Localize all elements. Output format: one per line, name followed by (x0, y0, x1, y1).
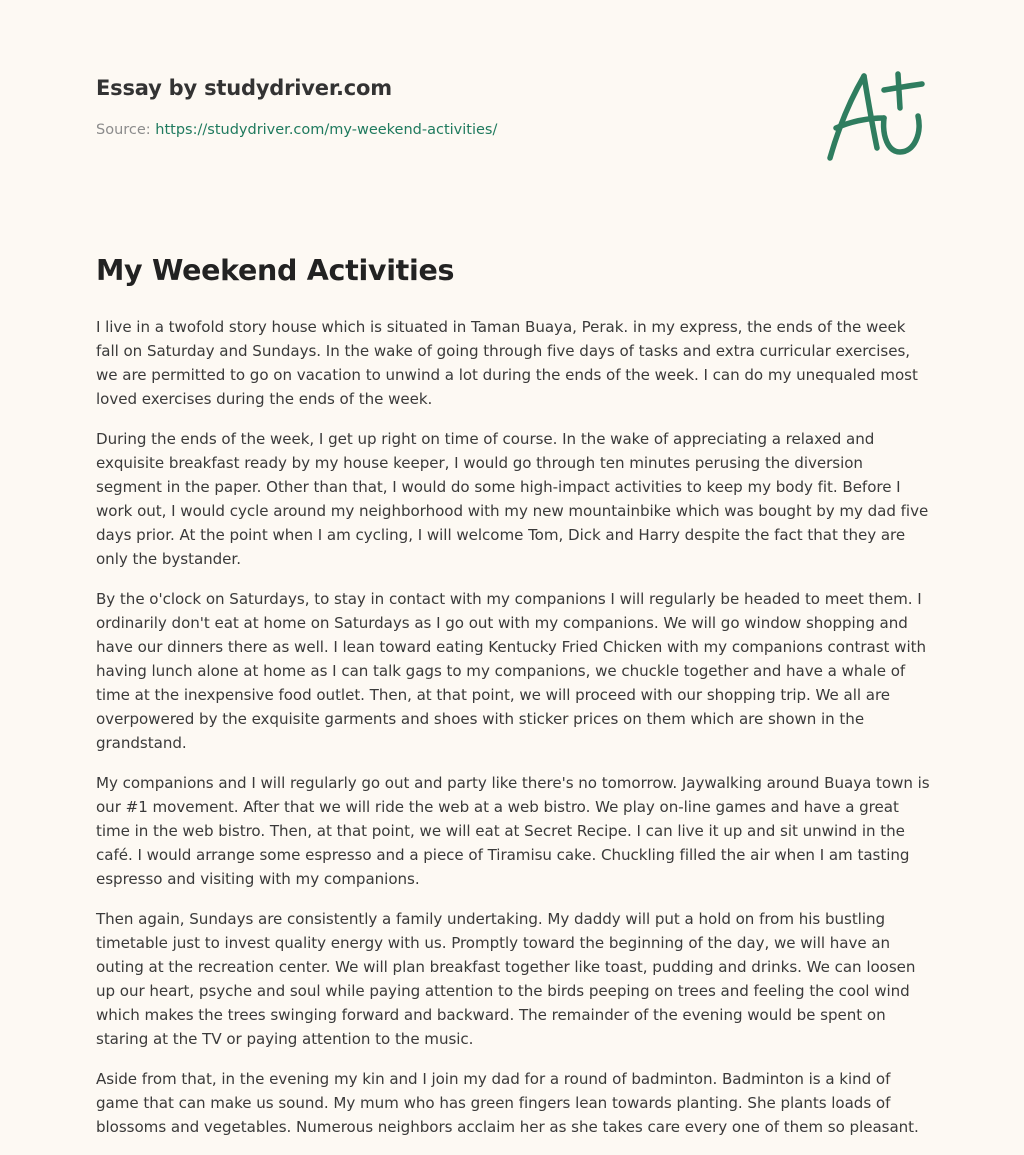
page-title: My Weekend Activities (96, 254, 455, 287)
paragraph-5: Then again, Sundays are consistently a family undertaking. My daddy will put a hold on from his bustling timetable just to invest quality energy with us. Promptly toward the beginning of the day, we will have an outing at the recreation center. We will plan breakfast together like toast, pudding and drinks. We can loosen up our heart, psyche and soul while paying attention to the birds peeping on trees and feeling the cool wind which makes the trees swinging forward and backward. The remainder of the evening would be spent on staring at the TV or paying attention to the music. (96, 910, 916, 1048)
paragraph-1: I live in a twofold story house which is situated in Taman Buaya, Perak. in my express, the ends of the week fall on Saturday and Sundays. In the wake of going through five days of tasks and extra curricular exercises, we are permitted to go on vacation to unwind a lot during the ends of the week. I can do my unequaled most loved exercises during the ends of the week. (96, 318, 918, 408)
paragraph-2: During the ends of the week, I get up right on time of course. In the wake of appreciating a relaxed and exquisite breakfast ready by my house keeper, I would go through ten minutes perusing the diversion segment in the paper. Other than that, I would do some high-impact activities to keep my body fit. Before I work out, I would cycle around my neighborhood with my new mountainbike which was bought by my dad five days prior. At the point when I am cycling, I will welcome Tom, Dick and Harry despite the fact that they are only the bystander. (96, 430, 929, 568)
source-label: Source: (96, 122, 151, 138)
essay-body (96, 315, 932, 1155)
brand-title: Essay by studydriver.com (96, 76, 392, 100)
essay-header (96, 76, 796, 138)
paragraph-3: By the o'clock on Saturdays, to stay in contact with my companions I will regularly be headed to meet them. I ordinarily don't eat at home on Saturdays as I go out with my companions. We will go window shopping and have our dinners there as well. I lean toward eating Kentucky Fried Chicken with my companions contrast with having lunch alone at home as I can talk gags to my companions, we chuckle together and have a whale of time at the inexpensive food outlet. Then, at that point, we will proceed with our shopping trip. We all are overpowered by the exquisite garments and shoes with sticker prices on them which are shown in the grandstand. (96, 590, 926, 752)
a-plus-logo-icon (822, 66, 928, 166)
paragraph-6: Aside from that, in the evening my kin and I join my dad for a round of badminton. Badminton is a kind of game that can make us sound. My mum who has green fingers lean towards planting. She plants loads of blossoms and vegetables. Numerous neighbors acclaim her as she takes care every one of them so pleasant. (96, 1070, 919, 1136)
source-link[interactable]: https://studydriver.com/my-weekend-activities/ (155, 122, 498, 138)
paragraph-4: My companions and I will regularly go out and party like there's no tomorrow. Jaywalking around Buaya town is our #1 movement. After that we will ride the web at a web bistro. We play on-line games and have a great time in the web bistro. Then, at that point, we will eat at Secret Recipe. I can live it up and sit unwind in the café. I would arrange some espresso and a piece of Tiramisu cake. Chuckling filled the air when I am tasting espresso and visiting with my companions. (96, 774, 930, 888)
source-line (96, 122, 796, 138)
